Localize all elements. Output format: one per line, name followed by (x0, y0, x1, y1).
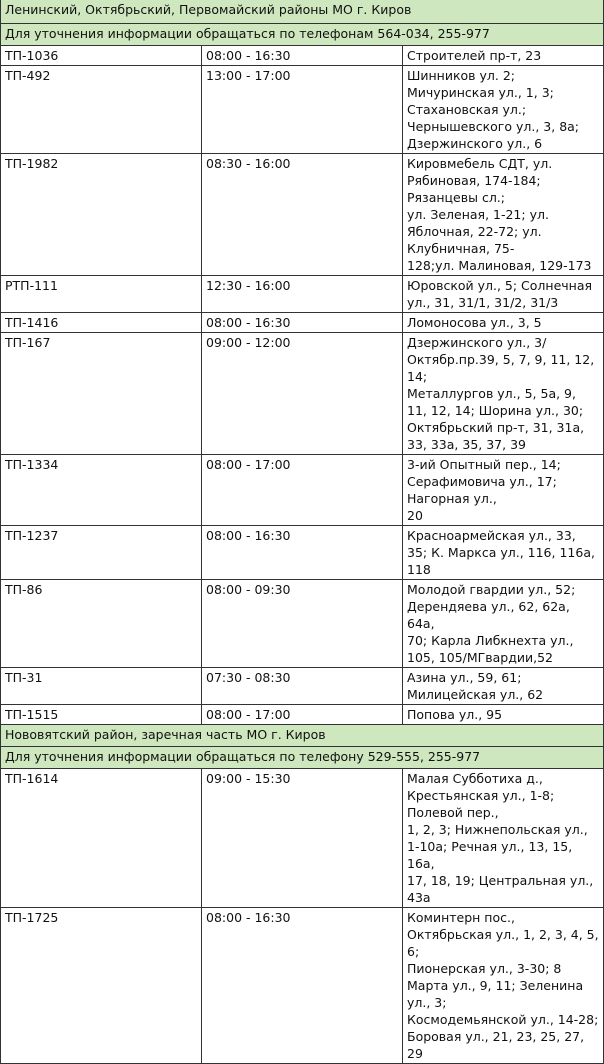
substation-cell: ТП-1416 (1, 313, 202, 333)
address-cell (403, 333, 604, 455)
address-line: 20 (407, 508, 423, 523)
contact-phones: Для уточнения информации обращаться по телефонам 564-034, 255-977 (1, 24, 604, 46)
address-line: Молодой гвардии ул., 52; Дерендяева ул., 62, 62а, 64а, (407, 582, 576, 631)
address-line: 3-ий Опытный пер., 14; Серафимовича ул., 17; Нагорная ул., (407, 457, 561, 506)
address-line: Ломоносова ул., 3, 5 (407, 315, 542, 330)
address-line: Пионерская ул., 3-30; 8 Марта ул., 9, 11; Зеленина ул., 3; (407, 961, 584, 1010)
table-row (1, 333, 604, 455)
address-line: Красноармейская ул., 33, 35; К. Маркса ул., 116, 116а, 118 (407, 528, 595, 577)
address-line: Азина ул., 59, 61; Милицейская ул., 62 (407, 670, 544, 702)
address-cell (403, 526, 604, 580)
address-line: 70; Карла Либкнехта ул., 105, 105/МГвардии,52 (407, 633, 574, 665)
address-line: Кировмебель СДТ, ул. Рябиновая, 174-184; Рязанцевы сл.; (407, 156, 553, 205)
address-cell (403, 705, 604, 725)
district-title-row (1, 725, 604, 747)
address-line: 1, 2, 3; Нижнепольская ул., 1-10а; Речная ул., 13, 15, 16а, (407, 822, 588, 871)
table-row (1, 154, 604, 276)
address-cell (403, 580, 604, 668)
time-cell: 08:00 - 16:30 (202, 313, 403, 333)
substation-cell: ТП-167 (1, 333, 202, 455)
district-title: Нововятский район, заречная часть МО г. Киров (1, 725, 604, 747)
substation-cell: ТП-1237 (1, 526, 202, 580)
address-cell (403, 668, 604, 705)
contact-phones-row (1, 747, 604, 769)
time-cell: 09:00 - 15:30 (202, 769, 403, 908)
address-line: Юровской ул., 5; Солнечная ул., 31, 31/1, 31/2, 31/3 (407, 278, 593, 310)
substation-cell: ТП-1036 (1, 46, 202, 66)
contact-phones: Для уточнения информации обращаться по телефону 529-555, 255-977 (1, 747, 604, 769)
table-row (1, 769, 604, 908)
address-cell (403, 455, 604, 526)
substation-cell: ТП-1334 (1, 455, 202, 526)
district-title: Ленинский, Октябрьский, Первомайский районы МО г. Киров (1, 0, 604, 24)
time-cell: 08:00 - 09:30 (202, 580, 403, 668)
address-line: Попова ул., 95 (407, 707, 503, 722)
address-line: Металлургов ул., 5, 5а, 9, 11, 12, 14; Шорина ул., 30; (407, 386, 584, 418)
time-cell: 08:30 - 16:00 (202, 154, 403, 276)
time-cell: 08:00 - 16:30 (202, 46, 403, 66)
substation-cell: ТП-492 (1, 66, 202, 154)
table-row (1, 313, 604, 333)
address-line: Шинников ул. 2; Мичуринская ул., 1, 3; Стахановская ул.; (407, 68, 554, 117)
address-cell (403, 46, 604, 66)
table-row (1, 705, 604, 725)
address-cell (403, 908, 604, 1064)
table-row (1, 46, 604, 66)
time-cell: 12:30 - 16:00 (202, 276, 403, 313)
address-line: Чернышевского ул., 3, 8а; Дзержинского ул., 6 (407, 119, 580, 151)
address-line: Дзержинского ул., 3/Октябр.пр.39, 5, 7, 9, 11, 12, 14; (407, 335, 595, 384)
address-line: Космодемьянской ул., 14-28; Боровая ул., 21, 23, 25, 27, 29 (407, 1012, 599, 1061)
substation-cell: ТП-86 (1, 580, 202, 668)
address-line: Малая Субботиха д., Крестьянская ул., 1-8; Полевой пер., (407, 771, 555, 820)
table-row (1, 276, 604, 313)
substation-cell: ТП-1725 (1, 908, 202, 1064)
table-row (1, 580, 604, 668)
substation-cell: ТП-1982 (1, 154, 202, 276)
address-cell (403, 313, 604, 333)
address-line: Строителей пр-т, 23 (407, 48, 542, 63)
time-cell: 08:00 - 17:00 (202, 455, 403, 526)
table-row (1, 455, 604, 526)
substation-cell: ТП-1515 (1, 705, 202, 725)
address-cell (403, 276, 604, 313)
address-cell (403, 66, 604, 154)
table-row (1, 908, 604, 1064)
substation-cell: ТП-1614 (1, 769, 202, 908)
time-cell: 07:30 - 08:30 (202, 668, 403, 705)
contact-phones-row (1, 24, 604, 46)
table-row (1, 526, 604, 580)
address-line: ул. Зеленая, 1-21; ул. Яблочная, 22-72; ул. Клубничная, 75- (407, 207, 549, 256)
table-row (1, 66, 604, 154)
time-cell: 09:00 - 12:00 (202, 333, 403, 455)
address-cell (403, 769, 604, 908)
time-cell: 08:00 - 16:30 (202, 908, 403, 1064)
district-title-row (1, 0, 604, 24)
time-cell: 08:00 - 17:00 (202, 705, 403, 725)
address-cell (403, 154, 604, 276)
time-cell: 13:00 - 17:00 (202, 66, 403, 154)
substation-cell: РТП-111 (1, 276, 202, 313)
substation-cell: ТП-31 (1, 668, 202, 705)
address-line: Октябрьский пр-т, 31, 31а, 33, 33а, 35, 37, 39 (407, 420, 585, 452)
address-line: 17, 18, 19; Центральная ул., 43а (407, 873, 594, 905)
time-cell: 08:00 - 16:30 (202, 526, 403, 580)
address-line: Коминтерн пос., Октябрьская ул., 1, 2, 3, 4, 5, 6; (407, 910, 599, 959)
table-row (1, 668, 604, 705)
address-line: 128;ул. Малиновая, 129-173 (407, 258, 592, 273)
